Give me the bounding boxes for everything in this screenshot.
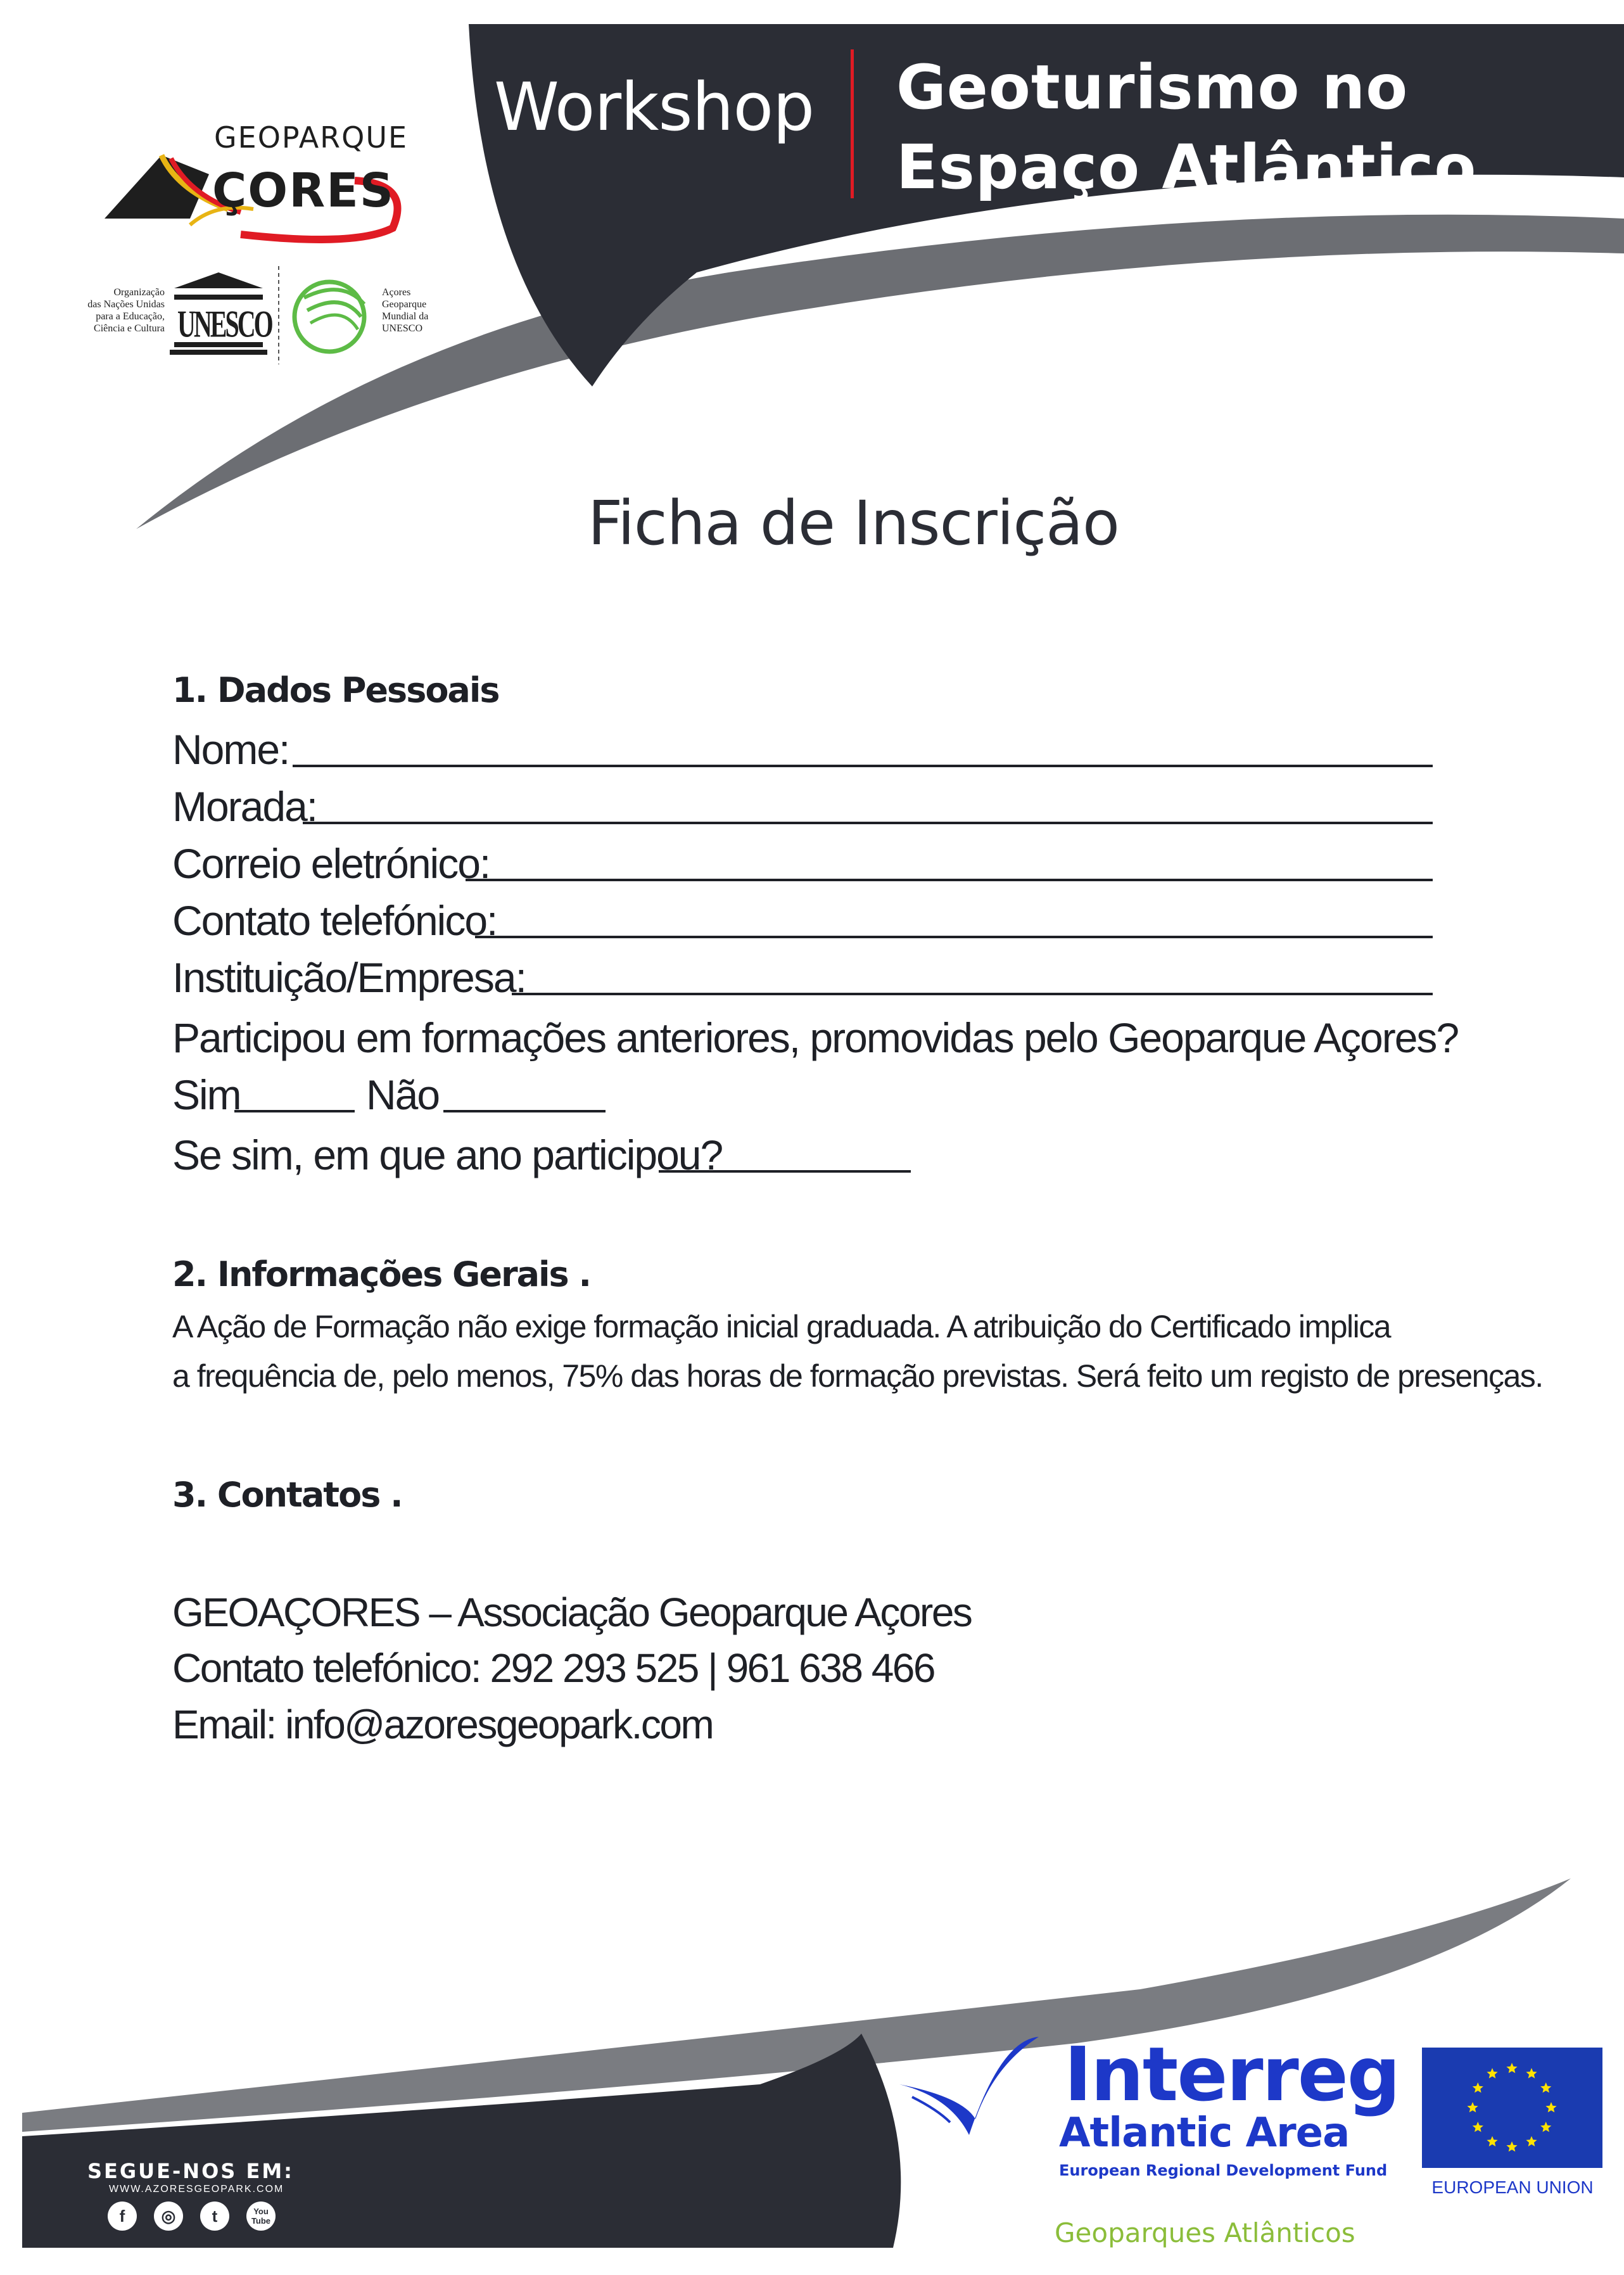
interreg-fund-label: European Regional Development Fund	[1059, 2162, 1388, 2179]
header-grey-swoosh	[136, 215, 1624, 529]
field-label-instituicao: Instituição/Empresa:	[172, 954, 526, 1001]
unesco-wordmark: UNESCO	[177, 302, 272, 345]
option-sim-label: Sim	[172, 1071, 241, 1118]
youtube-icon[interactable]: You Tube	[246, 2202, 276, 2231]
twitter-icon[interactable]: t	[200, 2202, 229, 2231]
geoparque-logo-word-top: GEOPARQUE	[214, 120, 409, 155]
instagram-icon[interactable]: ◎	[154, 2202, 183, 2231]
follow-us-label: SEGUE-NOS EM:	[87, 2159, 294, 2183]
geopark-mundial-icon	[295, 282, 364, 352]
field-label-correio: Correio eletrónico:	[172, 840, 490, 887]
geopark-mundial-text: Açores Geoparque Mundial da UNESCO	[382, 287, 429, 334]
interreg-wordmark: Interreg	[1064, 2030, 1400, 2118]
question-year: Se sim, em que ano participou?	[172, 1131, 723, 1178]
header-title-line2: Espaço Atlântico	[896, 132, 1477, 203]
eu-flag	[1422, 2048, 1602, 2168]
option-nao-label: Não	[366, 1071, 440, 1118]
form-title: Ficha de Inscrição	[588, 488, 1119, 559]
input-morada[interactable]	[303, 822, 1433, 824]
contact-phone: Contato telefónico: 292 293 525 | 961 638 466	[172, 1645, 934, 1691]
contact-organization: GEOAÇORES – Associação Geoparque Açores	[172, 1590, 972, 1635]
input-correio-eletronico[interactable]	[466, 879, 1433, 881]
geoparque-logo-word-main: ÇORES	[212, 163, 395, 218]
eu-label: EUROPEAN UNION	[1431, 2177, 1594, 2197]
input-nome[interactable]	[293, 765, 1433, 767]
footer-website[interactable]: WWW.AZORESGEOPARK.COM	[109, 2184, 284, 2195]
input-sim[interactable]	[234, 1110, 355, 1112]
field-label-nome: Nome:	[172, 726, 289, 773]
section3-title: 3. Contatos .	[172, 1475, 402, 1515]
header-title-line1: Geoturismo no	[896, 52, 1409, 123]
interreg-atlantic-area: Atlantic Area	[1059, 2110, 1350, 2157]
header-divider	[851, 49, 854, 198]
input-instituicao-empresa[interactable]	[512, 993, 1433, 995]
workshop-label: Workshop	[494, 68, 815, 146]
question-previous-training: Participou em formações anteriores, promovidas pelo Geoparque Açores?	[172, 1014, 1459, 1061]
contact-email[interactable]: Email: info@azoresgeopark.com	[172, 1702, 713, 1747]
section1-title: 1. Dados Pessoais	[172, 670, 499, 710]
input-contato-telefonico[interactable]	[475, 936, 1433, 938]
project-name: Geoparques Atlânticos	[1055, 2217, 1355, 2248]
section2-paragraph-line2: a frequência de, pelo menos, 75% das horas de formação previstas. Será feito um registo de presenças.	[172, 1358, 1543, 1394]
unesco-org-text: Organização das Nações Unidas para a Educação, Ciência e Cultura	[87, 287, 165, 334]
facebook-icon[interactable]: f	[108, 2202, 137, 2231]
section2-title: 2. Informações Gerais .	[172, 1254, 591, 1294]
field-label-contato: Contato telefónico:	[172, 897, 497, 944]
section2-paragraph-line1: A Ação de Formação não exige formação inicial graduada. A atribuição do Certificado implica	[172, 1309, 1391, 1344]
input-ano[interactable]	[659, 1170, 911, 1173]
field-label-morada: Morada:	[172, 783, 317, 830]
input-nao[interactable]	[443, 1110, 606, 1112]
